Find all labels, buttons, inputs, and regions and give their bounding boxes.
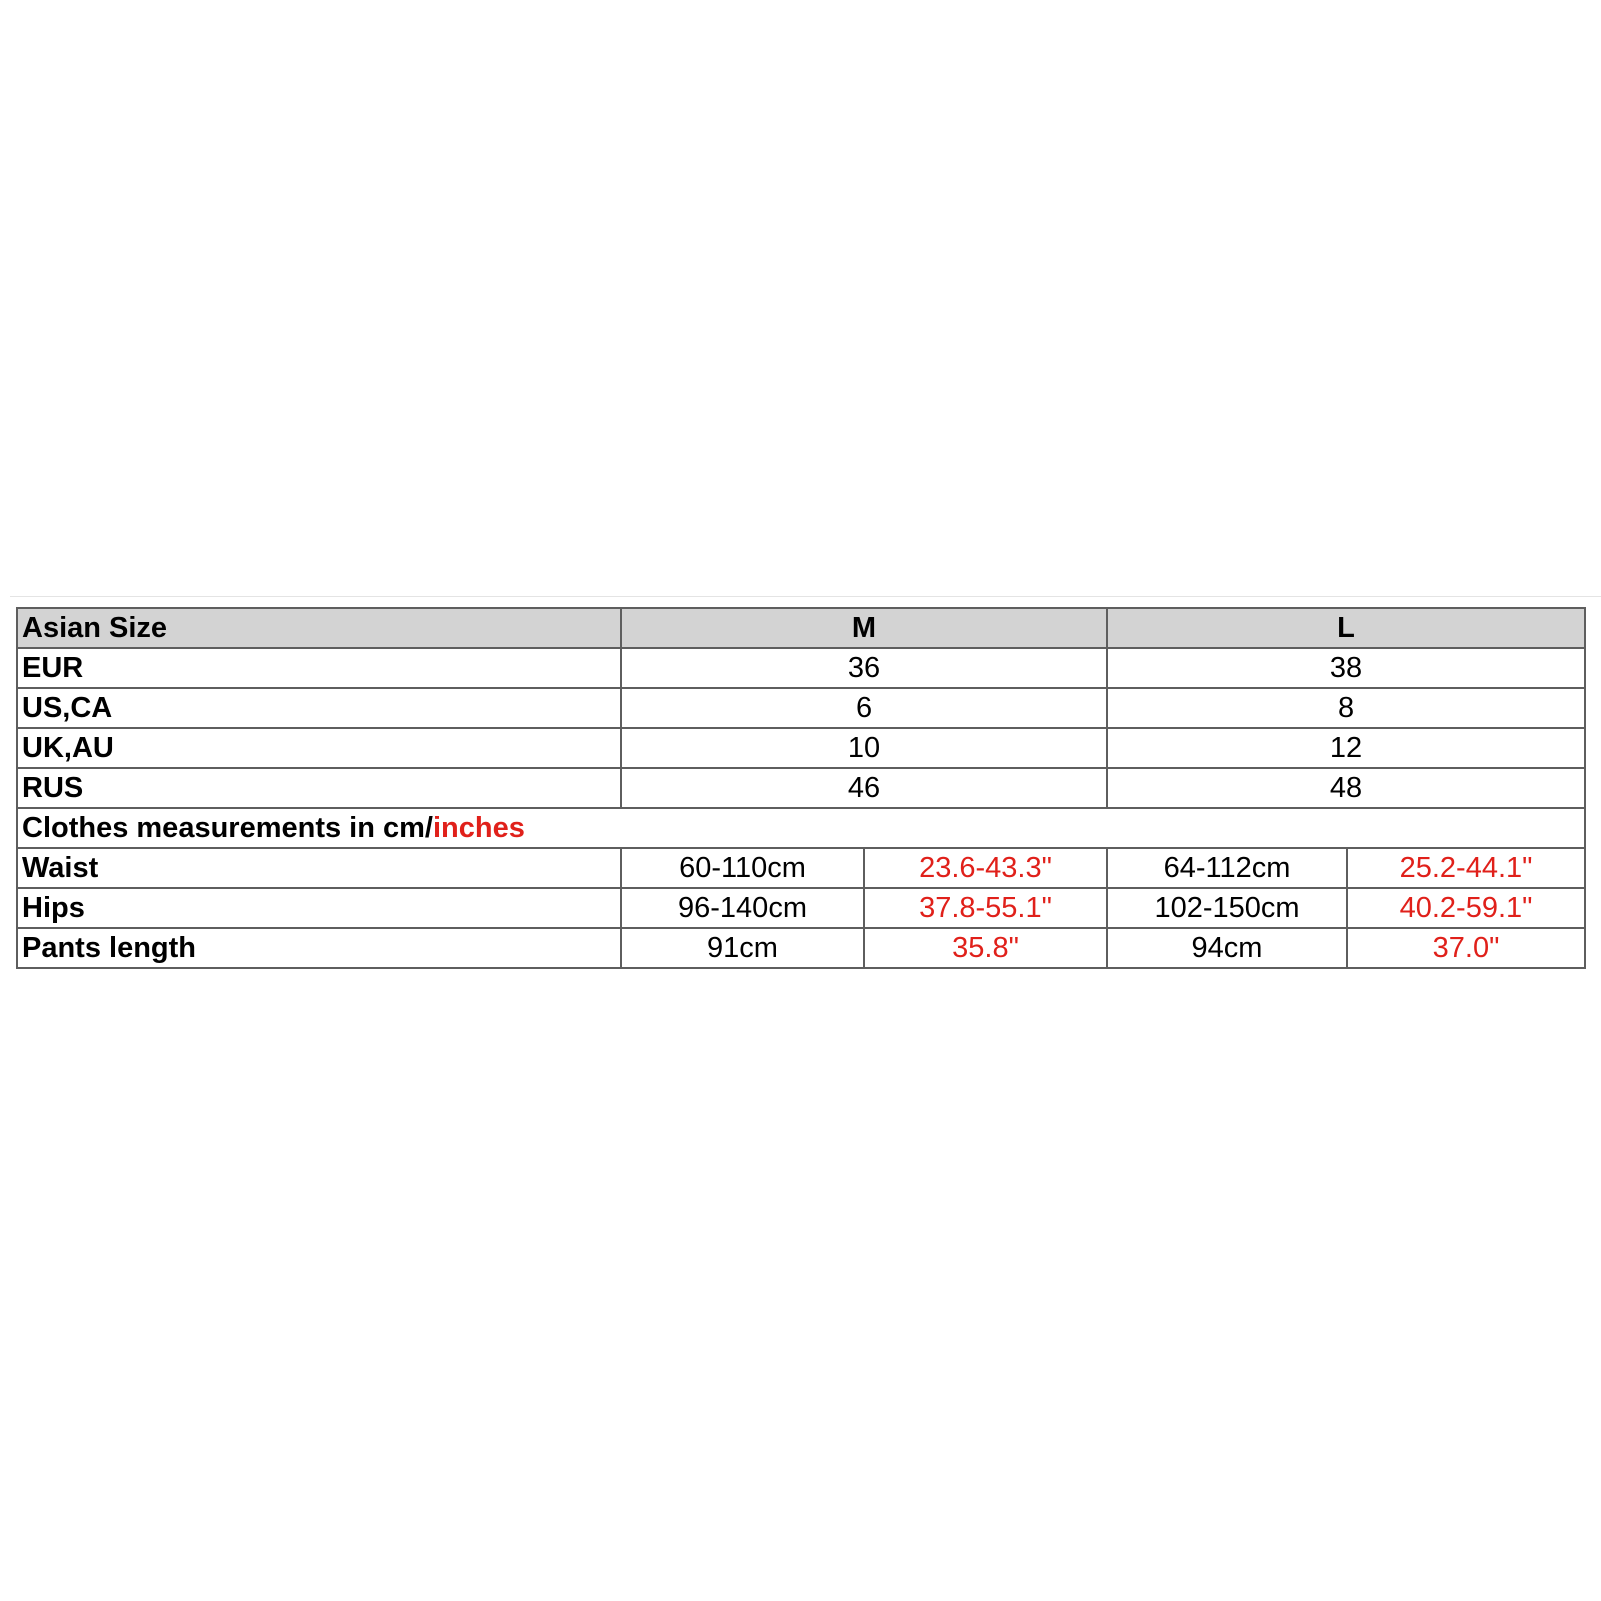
section-label-prefix: Clothes measurements in cm/ <box>22 812 433 844</box>
eur-l-value: 38 <box>1107 648 1585 688</box>
table-row <box>17 928 1585 968</box>
hips-l-inches: 40.2-59.1" <box>1347 888 1585 928</box>
waist-m-cm: 60-110cm <box>621 848 864 888</box>
hips-l-cm: 102-150cm <box>1107 888 1347 928</box>
size-chart-table <box>16 607 1586 969</box>
row-label-pants-length: Pants length <box>17 928 621 968</box>
row-label-eur: EUR <box>17 648 621 688</box>
table-row <box>17 648 1585 688</box>
waist-m-inches: 23.6-43.3" <box>864 848 1107 888</box>
section-row <box>17 808 1585 848</box>
table-row <box>17 688 1585 728</box>
eur-m-value: 36 <box>621 648 1107 688</box>
us-ca-l-value: 8 <box>1107 688 1585 728</box>
top-divider <box>10 596 1601 597</box>
header-label: Asian Size <box>17 608 621 648</box>
size-l-header: L <box>1107 608 1585 648</box>
hips-m-inches: 37.8-55.1" <box>864 888 1107 928</box>
us-ca-m-value: 6 <box>621 688 1107 728</box>
hips-m-cm: 96-140cm <box>621 888 864 928</box>
pants-length-l-cm: 94cm <box>1107 928 1347 968</box>
size-m-header: M <box>621 608 1107 648</box>
table-row <box>17 888 1585 928</box>
row-label-rus: RUS <box>17 768 621 808</box>
pants-length-l-inches: 37.0" <box>1347 928 1585 968</box>
pants-length-m-inches: 35.8" <box>864 928 1107 968</box>
rus-m-value: 46 <box>621 768 1107 808</box>
table-row <box>17 768 1585 808</box>
waist-l-cm: 64-112cm <box>1107 848 1347 888</box>
header-row <box>17 608 1585 648</box>
table-row <box>17 848 1585 888</box>
row-label-uk-au: UK,AU <box>17 728 621 768</box>
row-label-hips: Hips <box>17 888 621 928</box>
uk-au-l-value: 12 <box>1107 728 1585 768</box>
pants-length-m-cm: 91cm <box>621 928 864 968</box>
row-label-us-ca: US,CA <box>17 688 621 728</box>
table-row <box>17 728 1585 768</box>
rus-l-value: 48 <box>1107 768 1585 808</box>
waist-l-inches: 25.2-44.1" <box>1347 848 1585 888</box>
section-label-inches: inches <box>432 812 525 844</box>
uk-au-m-value: 10 <box>621 728 1107 768</box>
measurements-section-label <box>17 808 1585 848</box>
row-label-waist: Waist <box>17 848 621 888</box>
